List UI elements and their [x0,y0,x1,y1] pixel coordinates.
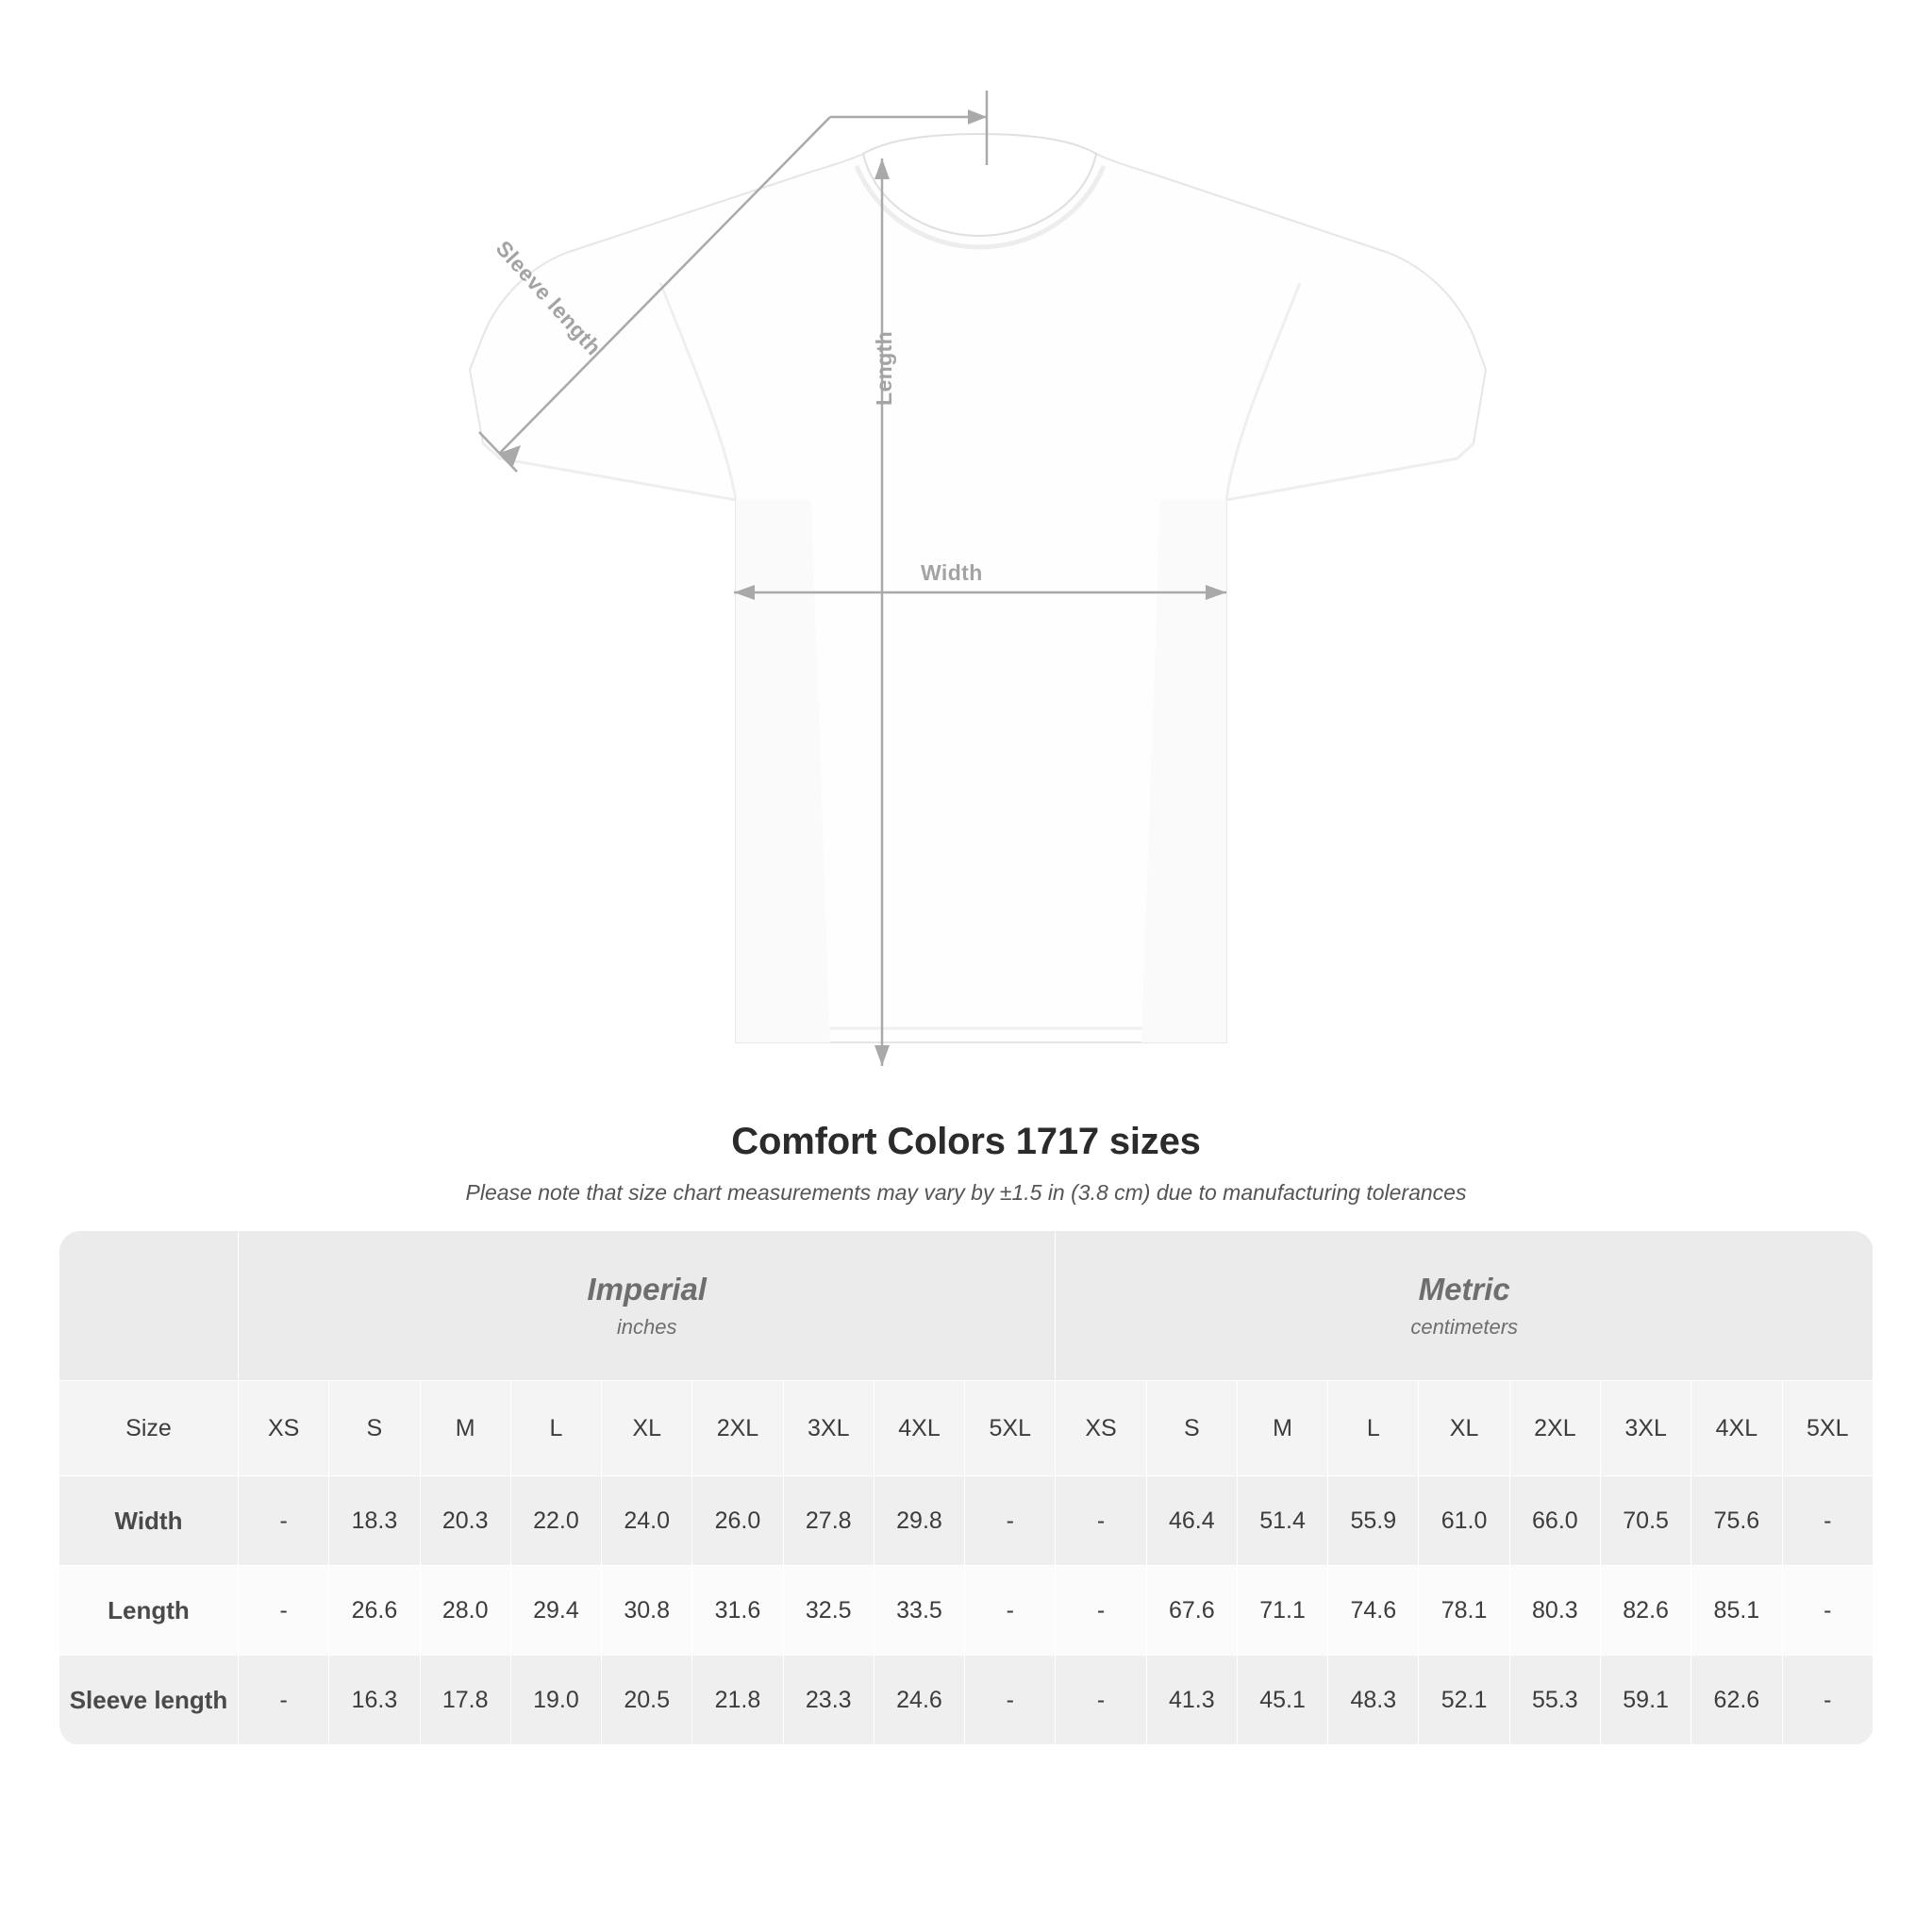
table-row [59,1656,1874,1745]
cell-length-metric-4xl: 85.1 [1691,1566,1782,1656]
size-header-metric-5xl: 5XL [1782,1381,1873,1476]
tolerance-note: Please note that size chart measurements may vary by ±1.5 in (3.8 cm) due to manufacturing tolerances [465,1180,1467,1205]
size-header-imperial-4xl: 4XL [874,1381,964,1476]
cell-length-imperial-xl: 30.8 [602,1566,692,1656]
length-dimension-label: Length [872,330,896,406]
cell-width-imperial-3xl: 27.8 [783,1476,874,1566]
cell-sleeve-imperial-l: 19.0 [510,1656,601,1745]
unit-sub-imperial: inches [616,1315,677,1339]
size-header-imperial-5xl: 5XL [965,1381,1056,1476]
cell-length-metric-l: 74.6 [1328,1566,1419,1656]
cell-length-imperial-4xl: 33.5 [874,1566,964,1656]
cell-length-imperial-xs: - [239,1566,329,1656]
table-row [59,1476,1874,1566]
cell-sleeve-metric-5xl: - [1782,1656,1873,1745]
size-header-imperial-s: S [329,1381,420,1476]
unit-group-imperial [239,1231,1056,1381]
cell-length-metric-2xl: 80.3 [1509,1566,1600,1656]
cell-sleeve-imperial-5xl: - [965,1656,1056,1745]
cell-length-metric-3xl: 82.6 [1600,1566,1690,1656]
size-header-metric-xl: XL [1419,1381,1509,1476]
cell-length-imperial-s: 26.6 [329,1566,420,1656]
cell-width-imperial-s: 18.3 [329,1476,420,1566]
cell-sleeve-imperial-2xl: 21.8 [692,1656,783,1745]
size-header-imperial-3xl: 3XL [783,1381,874,1476]
size-header-metric-xs: XS [1056,1381,1146,1476]
unit-name-metric: Metric [1418,1272,1510,1307]
cell-sleeve-imperial-4xl: 24.6 [874,1656,964,1745]
unit-group-metric [1056,1231,1874,1381]
size-header-imperial-2xl: 2XL [692,1381,783,1476]
tshirt-shape [470,134,1486,1042]
cell-width-imperial-xs: - [239,1476,329,1566]
cell-width-imperial-5xl: - [965,1476,1056,1566]
cell-width-metric-3xl: 70.5 [1600,1476,1690,1566]
cell-width-metric-5xl: - [1782,1476,1873,1566]
table-row [59,1566,1874,1656]
cell-width-imperial-4xl: 29.8 [874,1476,964,1566]
size-header-metric-4xl: 4XL [1691,1381,1782,1476]
sleeve-length-dimension-label: Sleeve length [491,236,607,360]
unit-sub-metric: centimeters [1410,1315,1519,1339]
cell-length-imperial-2xl: 31.6 [692,1566,783,1656]
cell-width-metric-m: 51.4 [1237,1476,1327,1566]
cell-width-imperial-m: 20.3 [420,1476,510,1566]
row-label-width: Width [59,1476,239,1566]
cell-length-imperial-m: 28.0 [420,1566,510,1656]
cell-length-metric-xl: 78.1 [1419,1566,1509,1656]
size-header-metric-2xl: 2XL [1509,1381,1600,1476]
width-dimension-label: Width [921,560,983,585]
size-header-metric-m: M [1237,1381,1327,1476]
title-block [0,1121,1932,1206]
size-header-imperial-l: L [510,1381,601,1476]
cell-sleeve-metric-xs: - [1056,1656,1146,1745]
cell-length-metric-s: 67.6 [1146,1566,1237,1656]
cell-sleeve-metric-2xl: 55.3 [1509,1656,1600,1745]
cell-sleeve-metric-s: 41.3 [1146,1656,1237,1745]
cell-length-imperial-l: 29.4 [510,1566,601,1656]
cell-length-imperial-5xl: - [965,1566,1056,1656]
cell-width-metric-s: 46.4 [1146,1476,1237,1566]
cell-sleeve-metric-xl: 52.1 [1419,1656,1509,1745]
cell-width-metric-l: 55.9 [1328,1476,1419,1566]
cell-length-metric-m: 71.1 [1237,1566,1327,1656]
size-header-metric-s: S [1146,1381,1237,1476]
size-header-row [59,1381,1874,1476]
cell-sleeve-metric-m: 45.1 [1237,1656,1327,1745]
size-table-wrapper [58,1230,1874,1745]
unit-row-spacer [59,1231,239,1381]
cell-width-metric-4xl: 75.6 [1691,1476,1782,1566]
size-header-metric-l: L [1328,1381,1419,1476]
cell-sleeve-metric-4xl: 62.6 [1691,1656,1782,1745]
cell-width-imperial-xl: 24.0 [602,1476,692,1566]
cell-sleeve-imperial-m: 17.8 [420,1656,510,1745]
cell-sleeve-metric-3xl: 59.1 [1600,1656,1690,1745]
size-header-imperial-xs: XS [239,1381,329,1476]
cell-sleeve-imperial-xl: 20.5 [602,1656,692,1745]
cell-length-metric-5xl: - [1782,1566,1873,1656]
cell-sleeve-imperial-3xl: 23.3 [783,1656,874,1745]
cell-sleeve-metric-l: 48.3 [1328,1656,1419,1745]
cell-width-imperial-l: 22.0 [510,1476,601,1566]
cell-length-metric-xs: - [1056,1566,1146,1656]
cell-width-metric-xl: 61.0 [1419,1476,1509,1566]
row-label-length: Length [59,1566,239,1656]
unit-header-row [59,1231,1874,1381]
size-header-metric-3xl: 3XL [1600,1381,1690,1476]
cell-width-imperial-2xl: 26.0 [692,1476,783,1566]
row-label-sleeve-length: Sleeve length [59,1656,239,1745]
size-label-cell: Size [59,1381,239,1476]
cell-sleeve-imperial-xs: - [239,1656,329,1745]
cell-width-metric-2xl: 66.0 [1509,1476,1600,1566]
cell-sleeve-imperial-s: 16.3 [329,1656,420,1745]
size-header-imperial-m: M [420,1381,510,1476]
size-table [58,1230,1874,1745]
cell-width-metric-xs: - [1056,1476,1146,1566]
unit-name-imperial: Imperial [587,1272,707,1307]
page-title: Comfort Colors 1717 sizes [731,1121,1201,1162]
size-header-imperial-xl: XL [602,1381,692,1476]
cell-length-imperial-3xl: 32.5 [783,1566,874,1656]
